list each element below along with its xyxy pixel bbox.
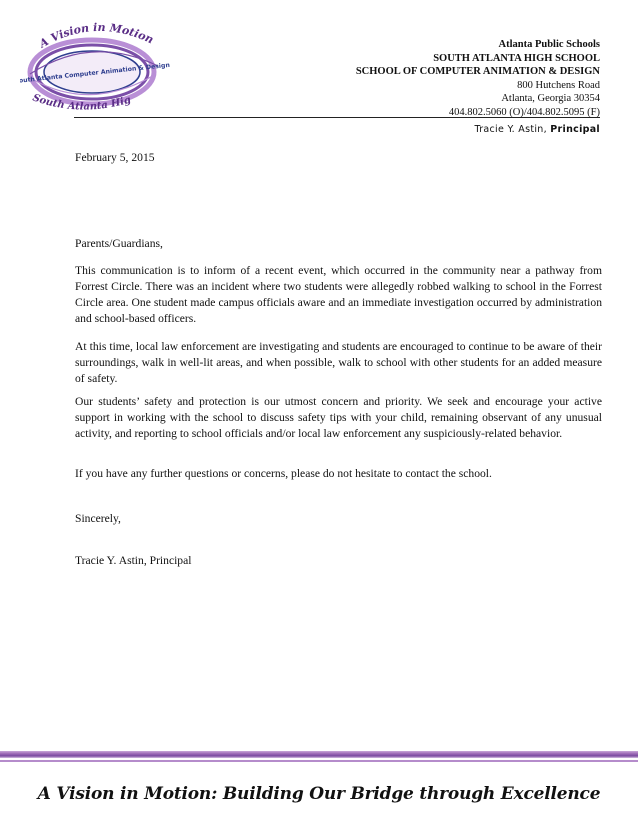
school-logo — [20, 14, 170, 118]
logo-arc-bottom-text: South Atlanta Hig — [31, 92, 133, 113]
city-address: Atlanta, Georgia 30354 — [501, 93, 600, 105]
street-address: 800 Hutchens Road — [517, 79, 600, 91]
logo-emblem-icon — [20, 14, 170, 118]
logo-center-text: South Atlanta Computer Animation & Design — [20, 61, 170, 86]
letter-salutation: Parents/Guardians, — [75, 237, 163, 250]
letter-paragraph: At this time, local law enforcement are investigating and students are encouraged to continue to be aware of their surroundings, walk in well-lit areas, and when possible, walk to school with other students for an added measure of safety. — [75, 340, 602, 385]
school-name: SOUTH ATLANTA HIGH SCHOOL — [433, 52, 600, 64]
logo-arc-top-text: A Vision in Motion — [37, 20, 156, 51]
header-divider — [74, 117, 600, 118]
letter-closing: Sincerely, — [75, 512, 121, 525]
district-name: Atlanta Public Schools — [498, 39, 600, 50]
letter-paragraph: This communication is to inform of a recent event, which occurred in the community near a pathway from Forrest Circle. There was an incident where two students were allegedly robbed walking to school in the Forrest Circle area. One student made campus officials aware and an immediate investigation occurred by administration and school-based officers. — [75, 264, 602, 325]
phone-fax: 404.802.5060 (O)/404.802.5095 (F) — [448, 106, 600, 118]
letter-paragraph: Our students’ safety and protection is our utmost concern and priority. We seek and encourage your active support in working with the school to discuss safety tips with your child, remaining observant of any unusual activity, and reporting to school officials and/or local law enforcement any suspiciously-related behavior. — [75, 395, 602, 440]
letter-date: February 5, 2015 — [75, 151, 155, 164]
footer-band — [0, 751, 638, 758]
letter-paragraph: If you have any further questions or concerns, please do not hesitate to contact the school. — [75, 467, 492, 480]
letterhead-address — [270, 38, 600, 120]
footer-motto: A Vision in Motion: Building Our Bridge through Excellence — [37, 784, 601, 804]
principal-name: Tracie Y. Astin, — [474, 124, 551, 135]
principal-line — [475, 124, 601, 135]
program-name: SCHOOL OF COMPUTER ANIMATION & DESIGN — [355, 66, 600, 78]
footer-band-accent — [0, 760, 638, 762]
principal-title: Principal — [550, 124, 600, 135]
letter-signature: Tracie Y. Astin, Principal — [75, 554, 192, 567]
